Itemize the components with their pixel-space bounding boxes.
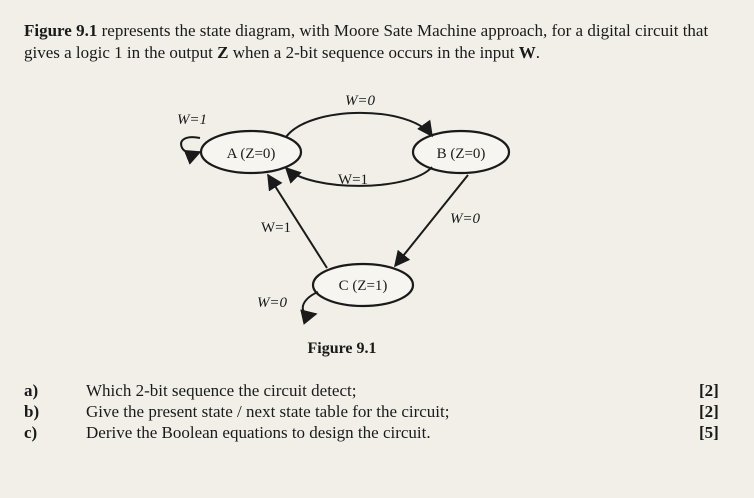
intro-text-3: . [535, 43, 541, 62]
state-b-label: B (Z=0) [436, 146, 486, 162]
question-c-letter: c) [24, 423, 38, 442]
label-c-to-a: W=1 [260, 220, 292, 236]
question-a-letter: a) [24, 381, 39, 400]
label-b-to-c: W=0 [449, 211, 481, 227]
label-a-to-b: W=0 [344, 93, 376, 109]
state-c-label: C (Z=1) [338, 278, 388, 294]
state-a-label: A (Z=0) [226, 146, 276, 162]
self-loop-c [303, 292, 318, 315]
question-a-marks: [2] [699, 381, 719, 400]
label-a-self: W=1 [176, 112, 208, 128]
label-c-self: W=0 [256, 295, 288, 311]
self-loop-a [181, 137, 200, 153]
question-b-text: Give the present state / next state table for the circuit; [86, 402, 450, 421]
figure-reference: Figure 9.1 [24, 21, 98, 40]
intro-text-2: when a 2-bit sequence occurs in the input [228, 43, 519, 62]
question-b-letter: b) [24, 402, 40, 421]
question-b-marks: [2] [699, 402, 719, 421]
question-c-marks: [5] [699, 423, 719, 442]
intro-text-1: represents the state diagram, with Moore Sate Machine approach, for a digital circuit that gives a logic 1 in the output [24, 21, 709, 62]
figure-caption: Figure 9.1 [307, 340, 377, 357]
input-variable: W [518, 43, 536, 62]
question-a-text: Which 2-bit sequence the circuit detect; [86, 381, 357, 400]
output-variable: Z [217, 43, 229, 62]
transition-a-to-b [286, 113, 432, 137]
question-c-text: Derive the Boolean equations to design the circuit. [86, 423, 431, 442]
label-b-to-a: W=1 [337, 172, 369, 188]
